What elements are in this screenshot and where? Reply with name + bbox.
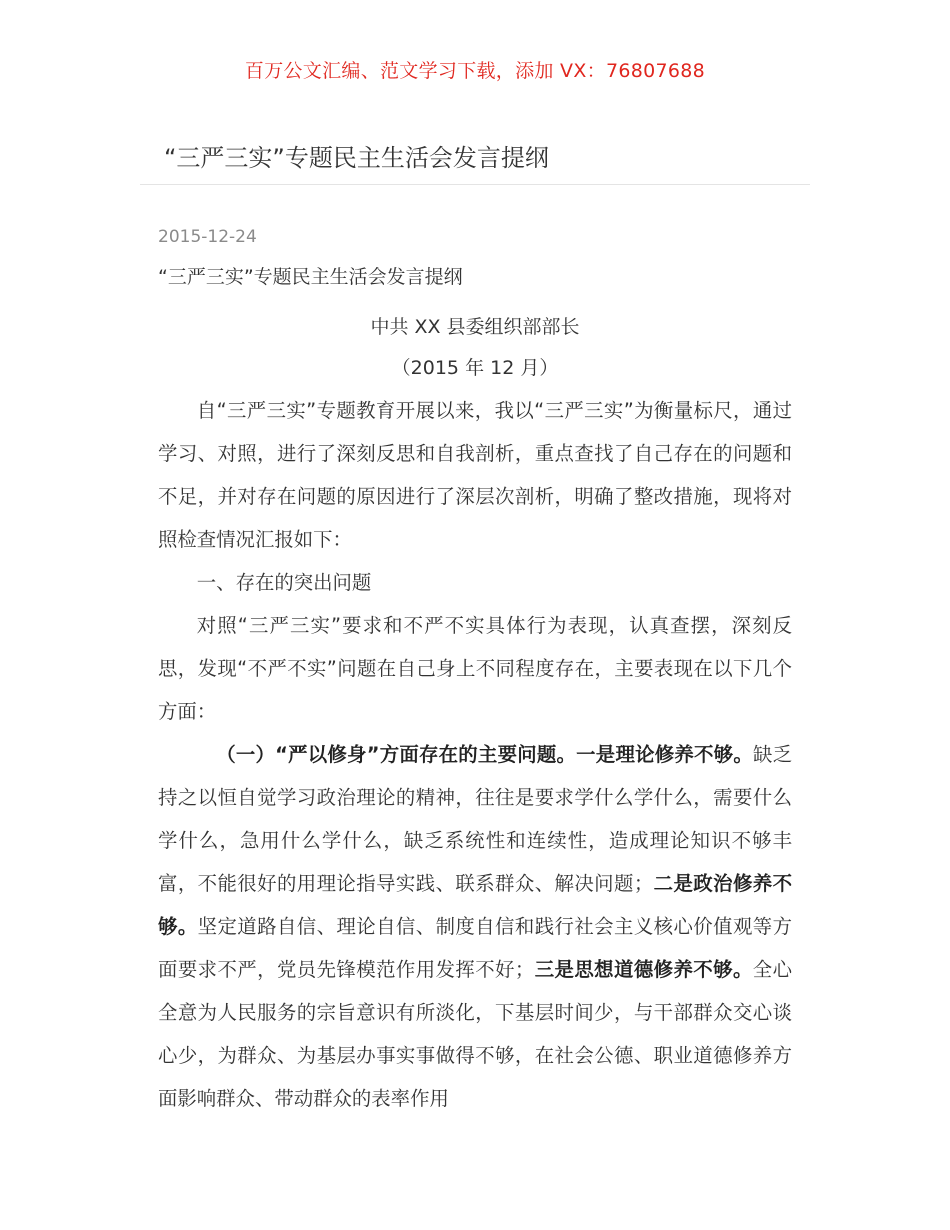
subsection-heading: （一）“严以修身”方面存在的主要问题。 <box>216 743 577 766</box>
title-divider <box>140 184 810 185</box>
document-title: “三严三实”专题民主生活会发言提纲 <box>158 266 463 288</box>
point-1-label: 一是理论修养不够。 <box>576 743 753 766</box>
subsection-paragraph <box>158 733 792 1120</box>
intro-paragraph: 自“三严三实”专题教育开展以来，我以“三严三实”为衡量标尺，通过学习、对照，进行了深刻反思和自我剖析，重点查找了自己存在的问题和不足，并对存在问题的原因进行了深层次剖析，明确了整改措施，现将对照检查情况汇报如下： <box>158 399 792 551</box>
section-intro-paragraph: 对照“三严三实”要求和不严不实具体行为表现，认真查摆，深刻反思，发现“不严不实”问题在自己身上不同程度存在，主要表现在以下几个方面： <box>158 614 792 723</box>
document-date-line: （2015 年 12 月） <box>391 357 559 379</box>
page-title: “三严三实”专题民主生活会发言提纲 <box>164 144 549 172</box>
point-3-text: 全心全意为人民服务的宗旨意识有所淡化，下基层时间少，与干部群众交心谈心少，为群众、为基层办事实事做得不够，在社会公德、职业道德修养方面影响群众、带动群众的表率作用 <box>158 958 793 1110</box>
section-heading: 一、存在的突出问题 <box>196 571 372 594</box>
point-3-label: 三是思想道德修养不够。 <box>534 958 753 981</box>
document-body <box>158 389 792 1120</box>
promo-banner: 百万公文汇编、范文学习下载，添加 VX：76807688 <box>244 60 706 82</box>
author-line: 中共 XX 县委组织部部长 <box>370 316 580 338</box>
point-1-text: 缺乏持之以恒自觉学习政治理论的精神，往往是要求学什么学什么，需要什么学什么，急用什么学什么，缺乏系统性和连续性，造成理论知识不够丰富，不能很好的用理论指导实践、联系群众、解决问题； <box>158 743 793 895</box>
publish-date: 2015-12-24 <box>158 227 257 247</box>
point-2-label: 二是政治修养不够。 <box>158 872 793 938</box>
point-2-text: 坚定道路自信、理论自信、制度自信和践行社会主义核心价值观等方面要求不严，党员先锋模范作用发挥不好； <box>158 915 793 981</box>
